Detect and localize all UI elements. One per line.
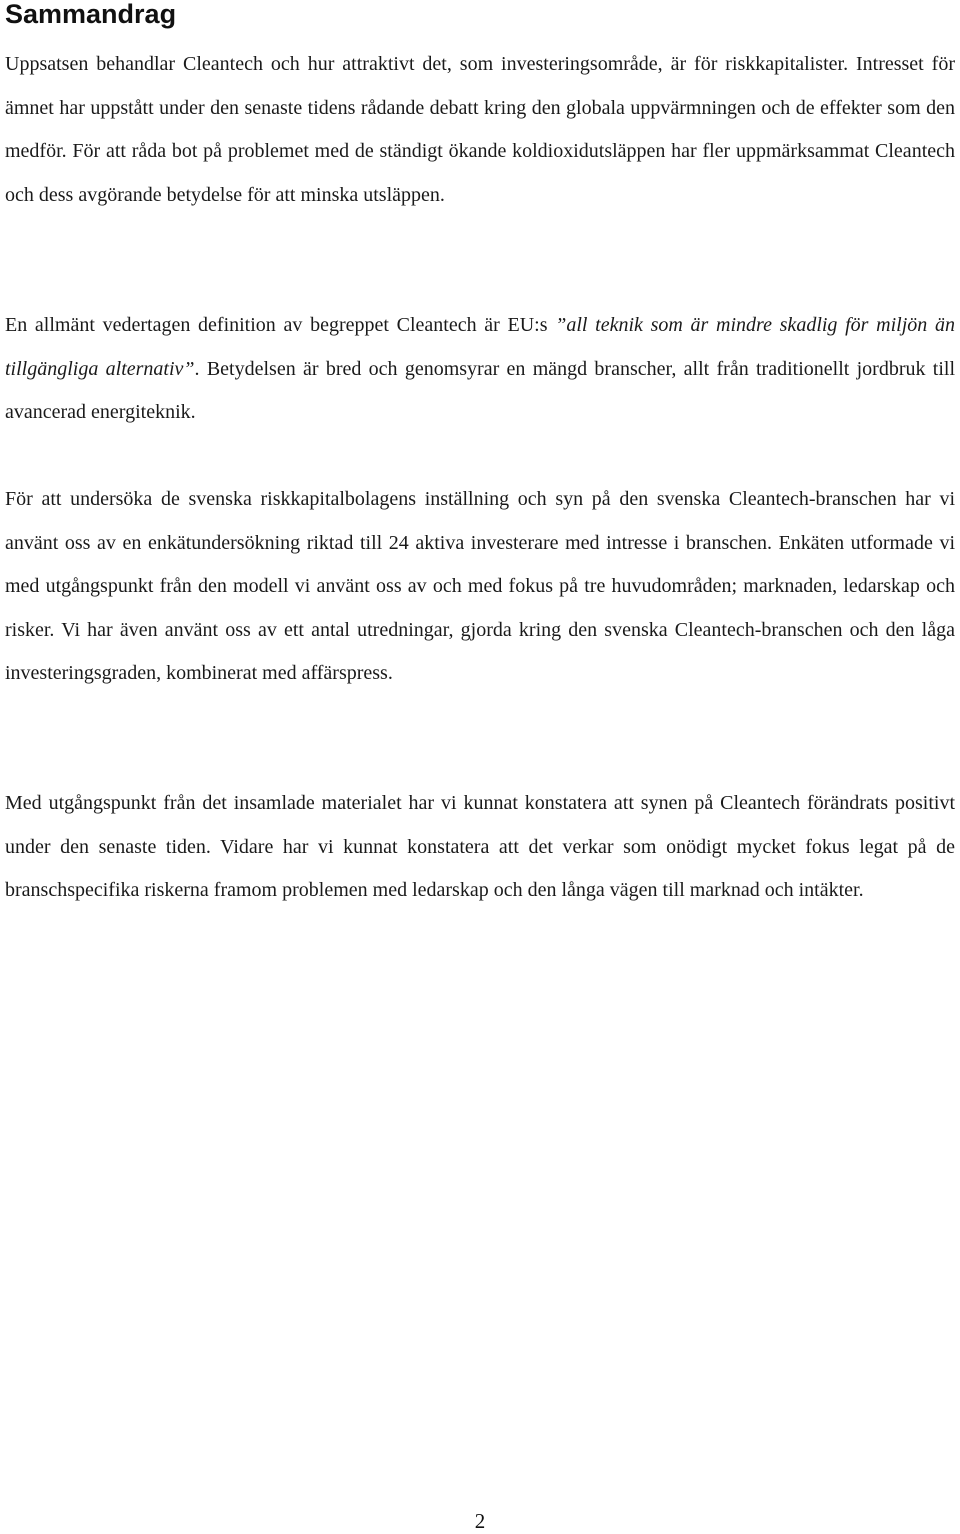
definition-text-before: En allmänt vedertagen definition av begreppet Cleantech är EU:s [5, 314, 556, 336]
paragraph-conclusion: Med utgångspunkt från det insamlade materialet har vi kunnat konstatera att synen på Cleantech förändrats positivt under den senaste tiden. Vidare har vi kunnat konstatera att det verkar som onödigt mycket fokus legat på de branschspecifika riskerna framom problemen med ledarskap och den långa vägen till marknad och intäkter. [5, 792, 955, 901]
definition-text-after: . Betydelsen är bred och genomsyrar en mängd branscher, allt från traditionellt jordbruk till avancerad energiteknik. [5, 357, 955, 423]
paragraph-definition [5, 304, 955, 435]
page-title: Sammandrag [5, 0, 177, 29]
definition-quote: ”all teknik som är mindre skadlig för miljön än tillgängliga alternativ” [5, 314, 955, 380]
page-number: 2 [474, 1509, 486, 1533]
paragraph-intro: Uppsatsen behandlar Cleantech och hur attraktivt det, som investeringsområde, är för riskkapitalister. Intresset för ämnet har uppstått under den senaste tidens rådande debatt kring den globala uppvärmningen och de effekter som den medför. För att råda bot på problemet med de ständigt ökande koldioxidutsläppen har fler uppmärksammat Cleantech och dess avgörande betydelse för att minska utsläppen. [5, 53, 955, 206]
paragraph-method: För att undersöka de svenska riskkapitalbolagens inställning och syn på den svenska Cleantech-branschen har vi använt oss av en enkätundersökning riktad till 24 aktiva investerare med intresse i branschen. Enkäten utformade vi med utgångspunkt från den modell vi använt oss av och med fokus på tre huvudområden; marknaden, ledarskap och risker. Vi har även använt oss av ett antal utredningar, gjorda kring den svenska Cleantech-branschen och den låga investeringsgraden, kombinerat med affärspress. [5, 488, 955, 684]
